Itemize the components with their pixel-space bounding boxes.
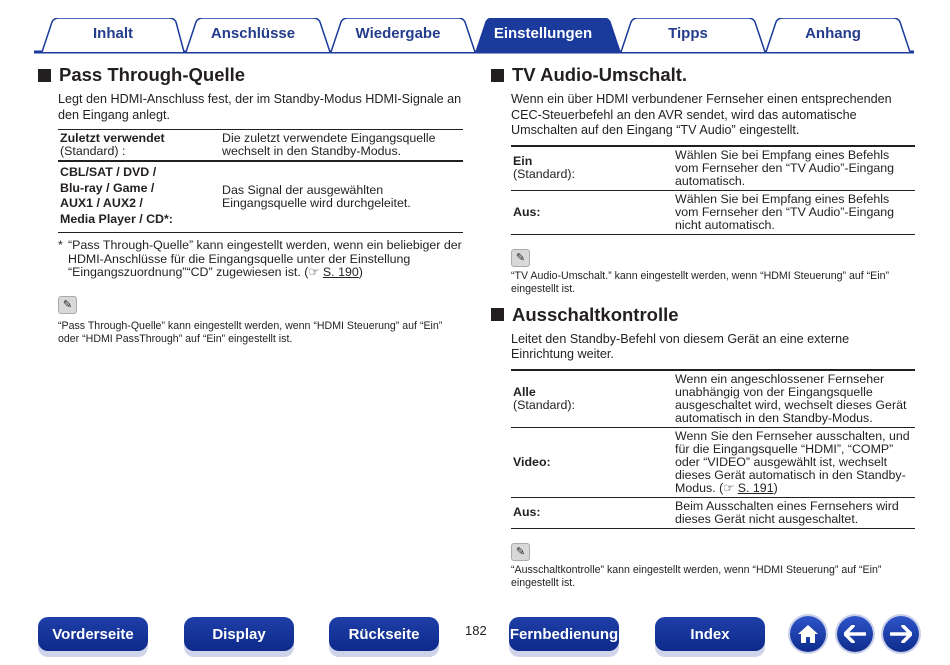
section-intro: Wenn ein über HDMI verbundener Fernseher einen entsprechenden CEC-Steuerbefehl an den AVR sendet, wird das automatische Umschalten auf den Eingang “TV Audio” eingestellt. [511,92,892,137]
nav-vorderseite-button[interactable]: Vorderseite [38,617,148,651]
table-row [511,146,915,191]
option-name: Ein [513,154,533,168]
tab-inhalt[interactable]: Inhalt [93,25,133,42]
section-intro: Leitet den Standby-Befehl von diesem Gerät an eine externe Einrichtung weiter. [511,331,850,361]
table-row [511,497,915,528]
section-heading [38,62,463,88]
tab-einstellungen[interactable]: Einstellungen [493,25,593,42]
page-number: 182 [465,623,487,638]
left-column [38,62,463,346]
forward-button[interactable] [883,616,919,652]
pencil-note-icon: ✎ [511,543,530,561]
settings-table [511,369,915,529]
section-heading [491,302,915,328]
option-name: Alle [513,384,536,399]
tab-anhang[interactable]: Anhang [805,25,861,42]
option-desc: Beim Ausschalten eines Fernsehers wird dieses Gerät nicht ausgeschaltet. [675,498,899,526]
table-row [511,370,915,428]
home-button[interactable] [790,616,826,652]
note-block [511,543,915,590]
option-desc: Wählen Sie bei Empfang eines Befehls vom Fernseher den “TV Audio”-Eingang nicht automatisch. [675,191,895,232]
option-desc: Das Signal der ausgewählten Eingangsquelle wird durchgeleitet. [222,183,411,210]
settings-table [511,145,915,235]
arrow-right-icon [890,625,912,643]
option-name: AUX1 / AUX2 / [60,196,143,210]
option-desc: Wählen Sie bei Empfang eines Befehls vom Fernseher den “TV Audio”-Eingang automatisch. [675,147,895,188]
note-text: “Pass Through-Quelle” kann eingestellt werden, wenn “HDMI Steuerung” auf “Ein” oder “HDMI PassThrough” auf “Ein” eingestellt ist. [58,319,443,345]
option-sub: (Standard): [513,397,575,412]
back-button[interactable] [837,616,873,652]
nav-fernbedienung-button[interactable]: Fernbedienung [509,617,619,651]
footnote-text: “Pass Through-Quelle” kann eingestellt werden, wenn ein beliebiger der HDMI-Anschlüsse für die Eingangsquelle unter der Einstellung “Eingangszuordnung”“CD” zugewiesen ist. (☞ S. 190) [68,238,462,279]
option-name: Blu-ray / Game / [60,180,155,195]
section-title: TV Audio-Umschalt. [512,64,688,85]
option-name: CBL/SAT / DVD / [60,165,157,179]
note-block [511,249,915,296]
option-name: Aus: [513,505,541,519]
table-row [511,427,915,497]
settings-table [58,129,463,233]
section-heading [491,62,915,88]
nav-index-button[interactable]: Index [655,617,765,651]
tab-wiedergabe[interactable]: Wiedergabe [355,25,441,42]
option-name: Aus: [513,204,541,219]
pencil-note-icon: ✎ [511,249,530,267]
option-sub: (Standard): [513,167,575,181]
note-text: “Ausschaltkontrolle” kann eingestellt werden, wenn “HDMI Steuerung” auf “Ein” eingestellt ist. [511,563,882,589]
option-desc: Wenn Sie den Fernseher ausschalten, und für die Eingangsquelle “HDMI”, “COMP” oder “VIDEO” ausgewählt ist, wechselt dieses Gerät automatisch in den Standby-Modus. (☞ S. 191) [675,428,910,495]
right-column [491,62,915,590]
footnote-mark: * [58,238,63,252]
table-row [58,161,463,233]
option-name: Video: [513,454,551,469]
section-title: Pass Through-Quelle [59,64,246,85]
option-name: Media Player / CD*: [60,211,173,226]
section-title: Ausschaltkontrolle [512,303,679,325]
table-row [511,190,915,234]
section-intro: Legt den HDMI-Anschluss fest, der im Standby-Modus HDMI-Signale an den Eingang anlegt. [58,92,462,122]
tab-anschluesse[interactable]: Anschlüsse [210,25,296,42]
nav-rueckseite-button[interactable]: Rückseite [329,617,439,651]
pencil-note-icon: ✎ [58,296,77,314]
footnote [58,239,463,280]
option-sub: (Standard) : [60,144,126,158]
home-icon [796,623,820,645]
page-reference-link[interactable]: S. 190 [322,265,359,279]
tab-tipps[interactable]: Tipps [668,25,708,42]
page-reference-link[interactable]: S. 191 [737,480,774,495]
bullet-square-icon [491,308,504,321]
option-name: Zuletzt verwendet [60,131,165,145]
note-text: “TV Audio-Umschalt.” kann eingestellt werden, wenn “HDMI Steuerung” auf “Ein” eingestellt ist. [511,269,890,295]
option-desc: Wenn ein angeschlossener Fernseher unabhängig von der Eingangsquelle ausgeschaltet wird, wechselt dieses Gerät automatisch in den Standby-Modus. [675,371,907,425]
note-block [58,296,463,346]
nav-display-button[interactable]: Display [184,617,294,651]
arrow-left-icon [844,625,866,643]
table-row [58,130,463,162]
bullet-square-icon [38,69,51,82]
bullet-square-icon [491,69,504,82]
top-tab-bar [34,18,914,54]
option-desc: Die zuletzt verwendete Eingangsquelle wechselt in den Standby-Modus. [222,131,436,158]
